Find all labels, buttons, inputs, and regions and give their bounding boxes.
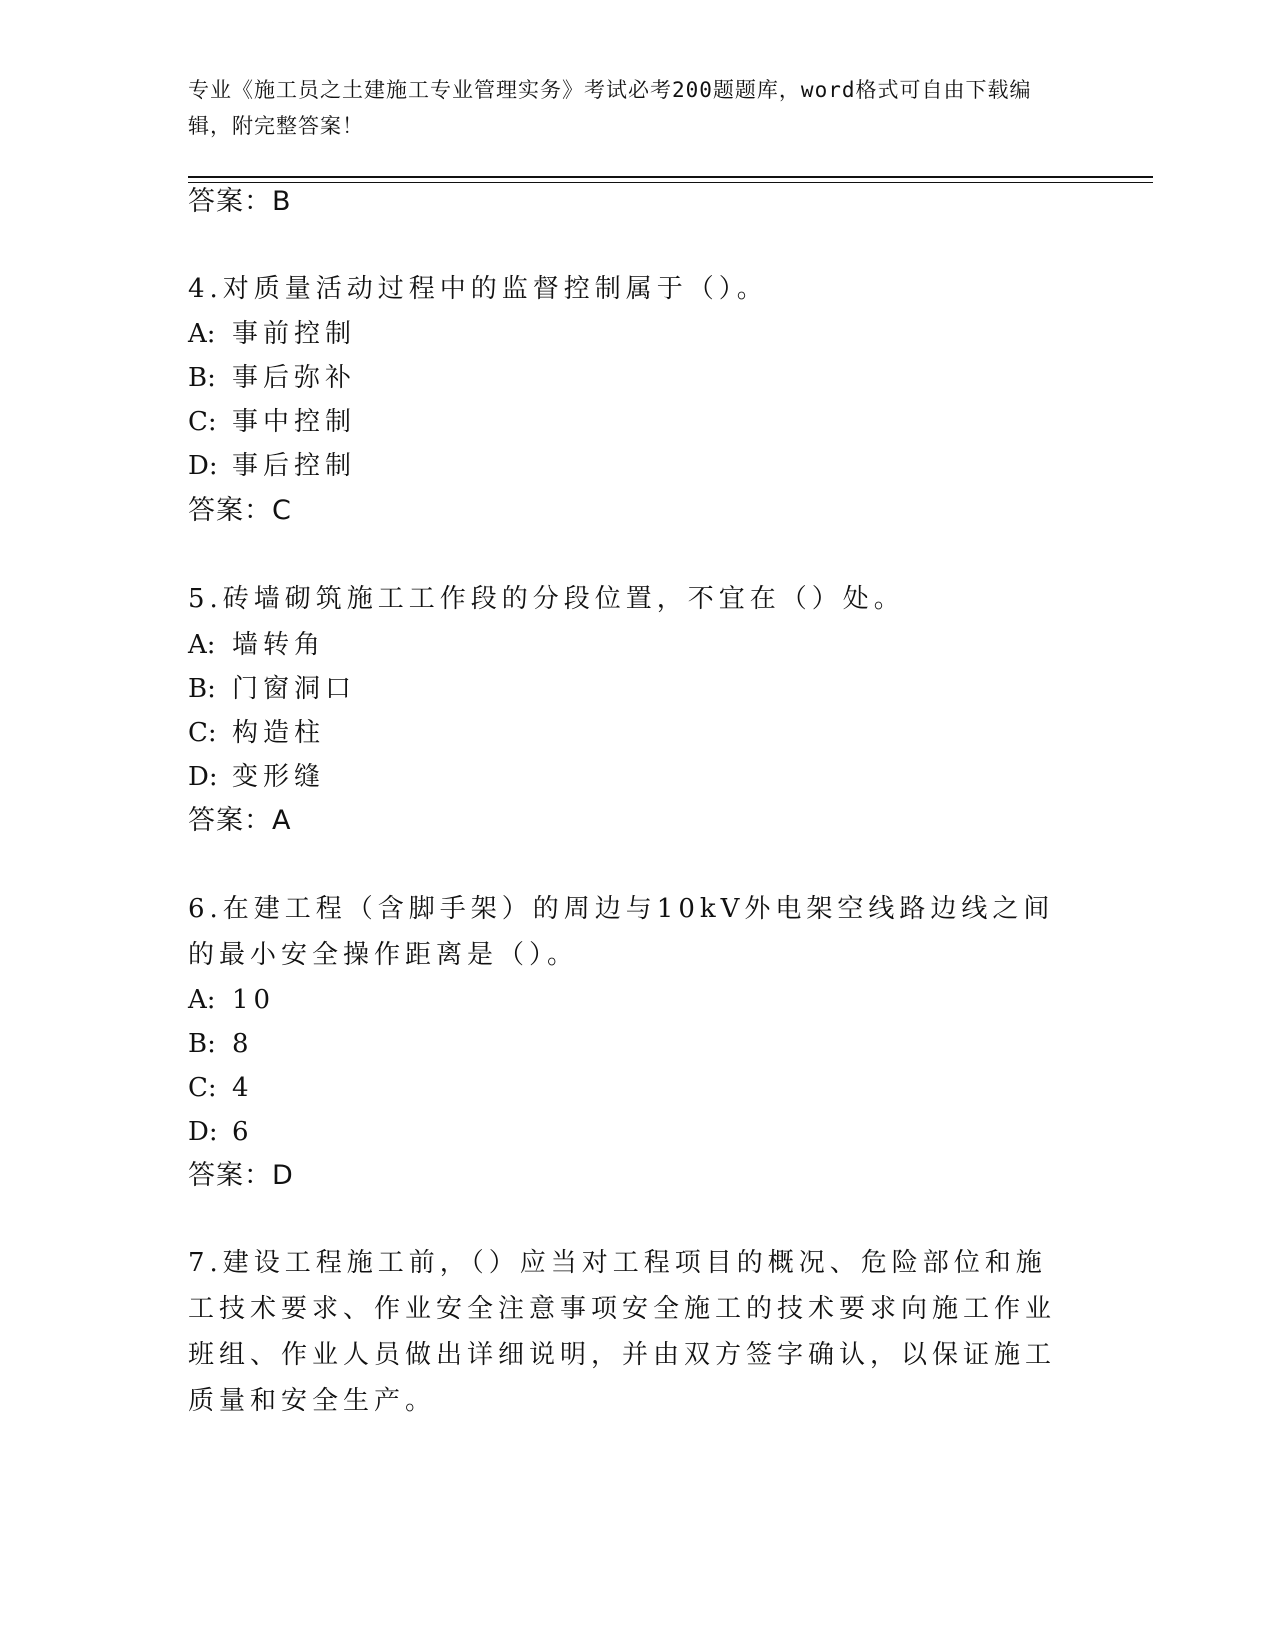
question-7-stem: 7.建设工程施工前，（）应当对工程项目的概况、危险部位和施工技术要求、作业安全注意事项安全施工的技术要求向施工作业班组、作业人员做出详细说明，并由双方签字确认，以保证施工质量和安全生产。: [188, 1248, 1057, 1416]
header-rule-thin: [188, 182, 1153, 183]
option-key: C:: [188, 1073, 217, 1103]
question-4-option-d: [188, 448, 356, 484]
question-5-answer: 答案：A: [188, 805, 292, 836]
question-4-stem: 4.对质量活动过程中的监督控制属于（）。: [188, 274, 768, 304]
option-key: C:: [188, 407, 217, 437]
option-text: 构造柱: [232, 718, 326, 748]
question-4-answer: 答案：C: [188, 495, 292, 526]
question-6-stem: 6.在建工程（含脚手架）的周边与10kV外电架空线路边线之间的最小安全操作距离是（）。: [188, 894, 1055, 970]
question-6-option-b: [188, 1026, 254, 1062]
option-text: 事后弥补: [232, 363, 357, 393]
option-text: 6: [232, 1117, 254, 1147]
question-4-option-b: [188, 360, 356, 396]
question-6-option-a: [188, 982, 275, 1018]
answer-q3: 答案：B: [188, 186, 292, 217]
option-text: 事前控制: [232, 319, 357, 349]
question-5-option-d: [188, 759, 325, 795]
option-text: 墙转角: [232, 630, 326, 660]
option-key: B:: [188, 674, 216, 704]
option-key: A:: [188, 985, 216, 1015]
option-text: 变形缝: [232, 762, 326, 792]
question-4-option-c: [188, 404, 356, 440]
document-header: 专业《施工员之土建施工专业管理实务》考试必考200题题库，word格式可自由下载编辑，附完整答案！: [188, 78, 1032, 138]
option-text: 事后控制: [232, 451, 357, 481]
option-key: A:: [188, 630, 216, 660]
option-text: 门窗洞口: [232, 674, 357, 704]
option-text: 4: [232, 1073, 254, 1103]
question-5-option-c: [188, 715, 325, 751]
option-key: D:: [188, 762, 218, 792]
option-key: D:: [188, 451, 218, 481]
option-text: 事中控制: [232, 407, 357, 437]
option-key: A:: [188, 319, 216, 349]
question-6-answer: 答案：D: [188, 1160, 294, 1191]
option-key: C:: [188, 718, 217, 748]
question-6-option-d: [188, 1114, 254, 1150]
question-4-option-a: [188, 316, 356, 352]
option-text: 10: [232, 985, 276, 1015]
question-5-option-b: [188, 671, 356, 707]
option-key: D:: [188, 1117, 218, 1147]
header-rule-thick: [188, 176, 1153, 178]
question-5-option-a: [188, 627, 325, 663]
option-key: B:: [188, 1029, 216, 1059]
question-6-option-c: [188, 1070, 254, 1106]
option-key: B:: [188, 363, 216, 393]
option-text: 8: [232, 1029, 254, 1059]
question-5-stem: 5.砖墙砌筑施工工作段的分段位置，不宜在（）处。: [188, 584, 905, 614]
